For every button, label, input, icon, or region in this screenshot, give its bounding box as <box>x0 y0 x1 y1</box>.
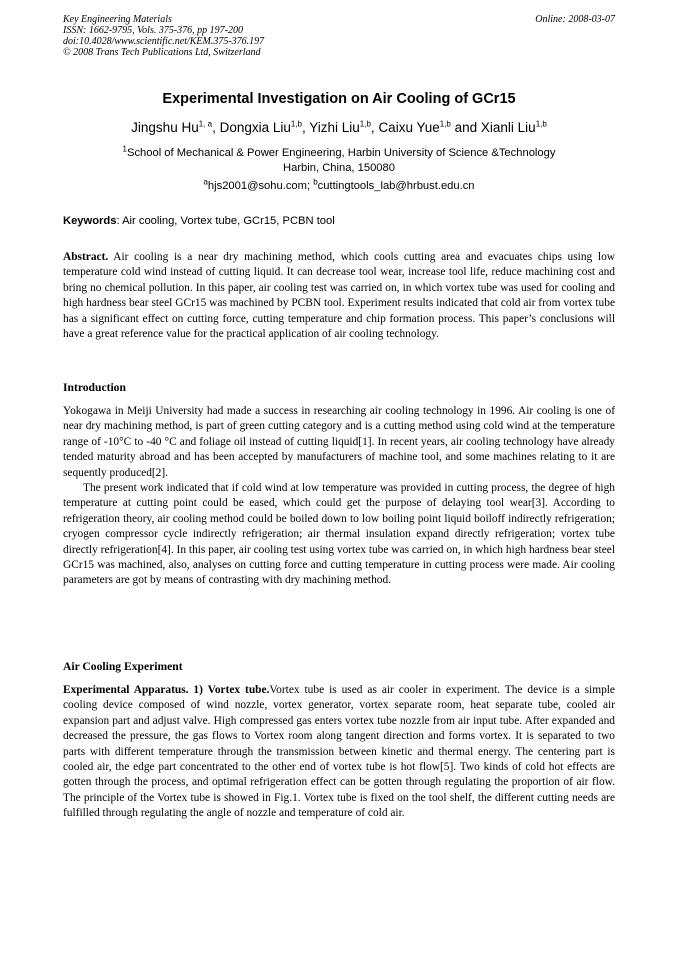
author-list: Jingshu Hu$^{1, a}$, Dongxia Liu$^{1,b}$, Yizhi Liu$^{1,b}$, Caixu Yue$^{1,b}$ and Xianli Liu$^{1,b}$ <box>131 119 547 135</box>
affiliation-line-2: Harbin, China, 150080 <box>283 162 395 174</box>
email-line <box>0 177 678 192</box>
email-mark-b: b <box>313 177 318 187</box>
author-name: Jingshu Hu <box>131 120 199 135</box>
author-name: Yizhi Liu <box>309 120 360 135</box>
email-mark-a: a <box>203 177 208 187</box>
author-affiliation-mark: 1,b <box>359 119 371 129</box>
subsection-lead: Experimental Apparatus. 1) Vortex tube. <box>63 684 270 696</box>
online-date: Online: 2008-03-07 <box>535 14 615 25</box>
affiliation-line-1: School of Mechanical & Power Engineering, Harbin University of Science &Technology <box>126 147 556 159</box>
author-affiliation-mark: 1, a <box>198 119 213 129</box>
abstract-text: Air cooling is a near dry machining method, which cools cutting area and evacuates chips using low temperature cold wind instead of cutting liquid. It can decrease tool wear, increase tool life, reduce machining cost and bring no chemical pollution. In this paper, air cooling test was carried on, in which vortex tube was used for cooling and high hardness bear steel GCr15 was machined by PCBN tool. Experiment results indicated that cold air from vortex tube has a significant effect on cutting force, cutting temperature and chip formation process. This paper’s conclusions will have a great reference value for the practical application of air cooling technology. <box>63 251 615 341</box>
email-a[interactable]: hjs2001@sohu.com; <box>207 180 311 192</box>
doi-line[interactable]: doi:10.4028/www.scientific.net/KEM.375-376.197 <box>63 36 265 47</box>
journal-name: Key Engineering Materials <box>63 14 172 25</box>
keywords <box>63 215 615 227</box>
affiliation <box>0 146 678 176</box>
email-b[interactable]: cuttingtools_lab@hrbust.edu.cn <box>317 180 475 192</box>
introduction-body <box>63 404 615 589</box>
author-name: Xianli Liu <box>480 120 536 135</box>
author-name: Dongxia Liu <box>219 120 291 135</box>
affiliation-mark: 1 <box>122 144 127 154</box>
section-heading-introduction: Introduction <box>63 381 126 394</box>
section-heading-air-cooling-experiment: Air Cooling Experiment <box>63 660 183 673</box>
author-name: Caixu Yue <box>378 120 440 135</box>
abstract-label: Abstract. <box>63 251 109 263</box>
paragraph: Yokogawa in Meiji University had made a success in researching air cooling technology in 1996. Air cooling is one of near dry machining method, is part of green cutting category and is a cutting method using cold wind at the temperature range of -10°C to -40 °C and foliage oil instead of cutting liquid[1]. In recent years, air cooling technology have already tended maturity abroad and has been accepted by manufacturers of machine tool, and some machines relating to it are sequently produced[2]. <box>63 405 615 479</box>
keywords-label: Keywords <box>63 215 117 227</box>
abstract <box>63 250 615 342</box>
author-affiliation-mark: 1,b <box>439 119 451 129</box>
keywords-text: : Air cooling, Vortex tube, GCr15, PCBN tool <box>116 215 335 227</box>
author-affiliation-mark: 1,b <box>535 119 547 129</box>
paper-title: Experimental Investigation on Air Cooling of GCr15 <box>162 91 516 107</box>
paragraph: Vortex tube is used as air cooler in experiment. The device is a simple cooling device composed of wind nozzle, vortex generator, vortex separate room, heat separate tube, cooled air expansion part and adjust valve. High compressed gas enters vortex tube nozzle from air input tube. After expanded and decreased the pressure, the gas flows to Vortex room along tangent direction and forms vortex. It is separated to two parts with different temperature through the transmission between kinetic and thermal energy. The centering part is cooled air, the edge part concentrated to the other end of vortex tube is hot flow[5]. Two kinds of cold hot effects are gotten through the process, and optimal refrigeration effect can be gotten through regulating the proportion of air flow. The principle of the Vortex tube is showed in Fig.1. Vortex tube is fixed on the tool shelf, the different cutting needs are fulfilled through regulating the angle of nozzle and temperature of cold air. <box>63 684 615 820</box>
issn-line: ISSN: 1662-9795, Vols. 375-376, pp 197-200 <box>63 25 243 36</box>
paragraph: The present work indicated that if cold wind at low temperature was provided in cutting process, the degree of high temperature at cutting point could be eased, which could get the purpose of delaying tool wear[3]. According to refrigeration theory, air cooling method could be boiled down to low boiling point liquid boiloff indirectly refrigeration; cryogen compressor cycle indirectly refrigeration; air thermal insulation expand directly refrigeration; vortex tube directly refrigeration[4]. In this paper, air cooling test using vortex tube was carried on, in which high hardness bear steel GCr15 was machined, also, analyses on cutting force and cutting temperature in cutting process were made. Air cooling parameters are got by means of contrasting with dry machining method. <box>63 482 615 587</box>
journal-header <box>63 14 615 58</box>
experiment-body <box>63 683 615 822</box>
author-affiliation-mark: 1,b <box>290 119 302 129</box>
copyright-line: © 2008 Trans Tech Publications Ltd, Switzerland <box>63 47 261 58</box>
